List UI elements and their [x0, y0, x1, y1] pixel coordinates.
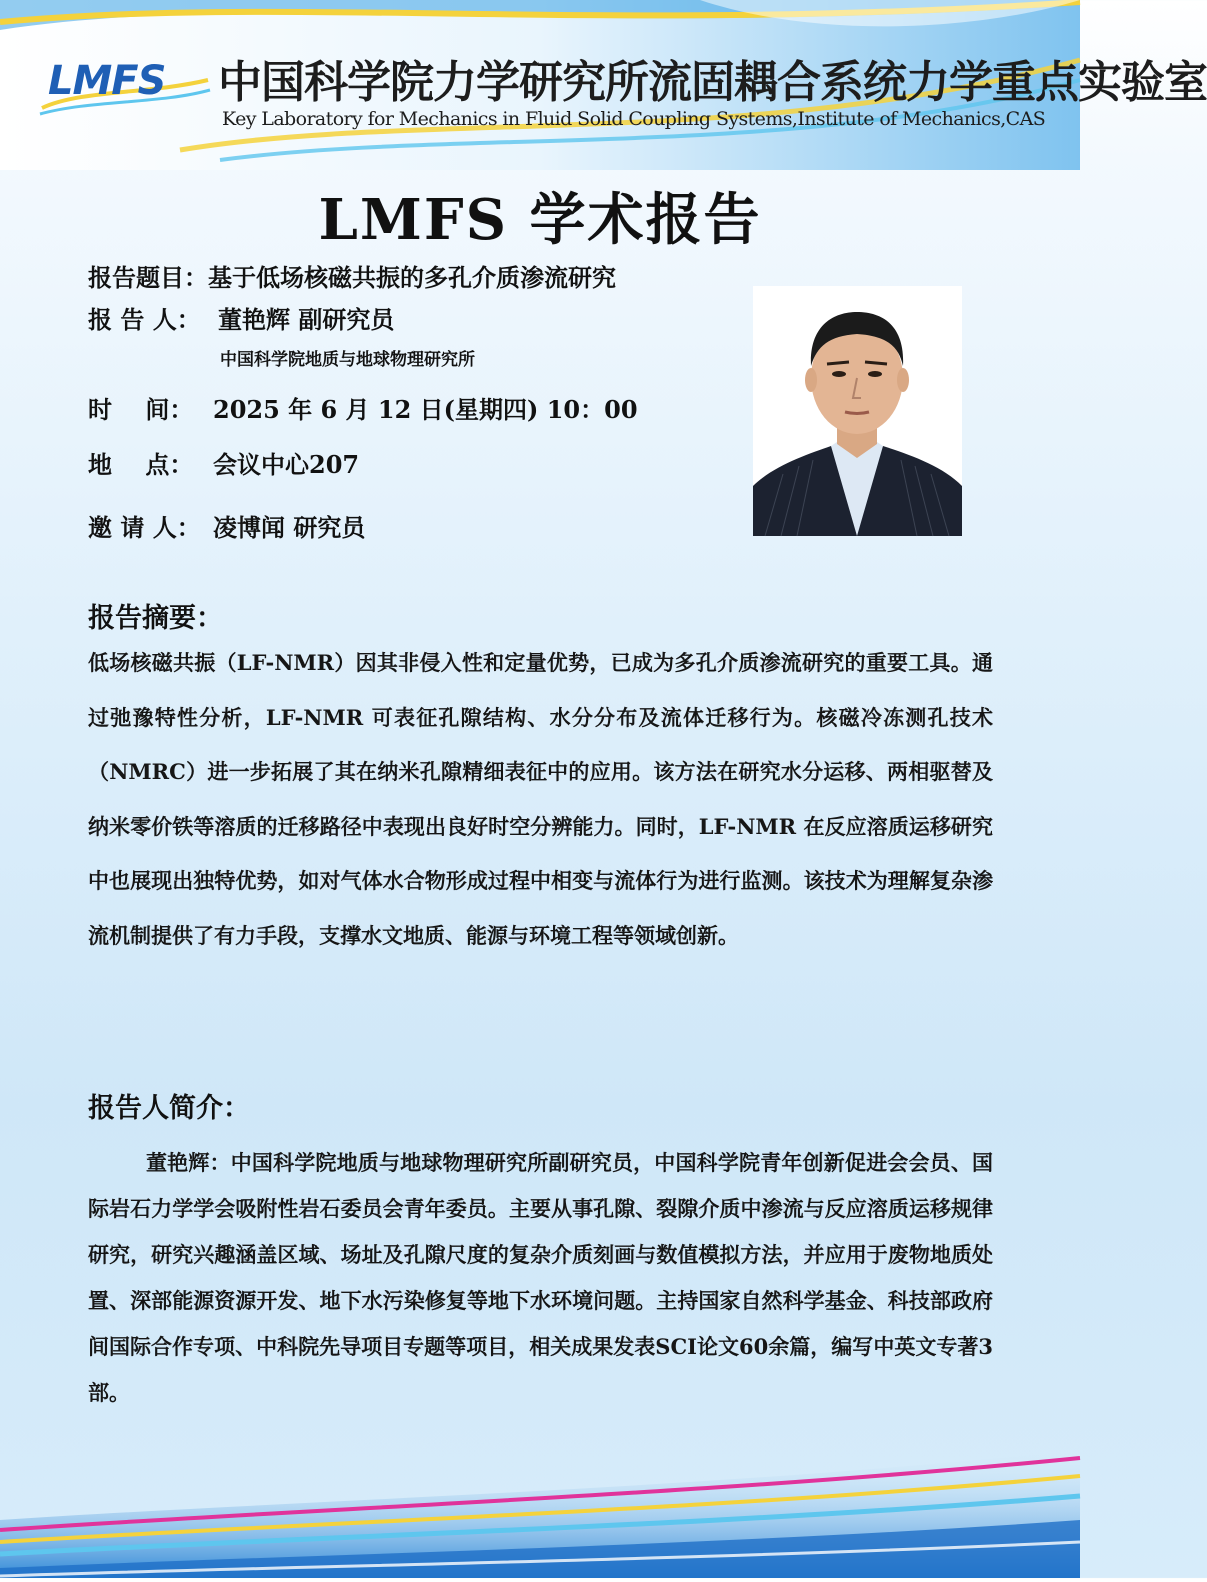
bio-text: 董艳辉：中国科学院地质与地球物理研究所副研究员，中国科学院青年创新促进会会员、国际岩石力学学会吸附性岩石委员会青年委员。主要从事孔隙、裂隙介质中渗流与反应溶质运移规律研究，研究兴趣涵盖区域、场址及孔隙尺度的复杂介质刻画与数值模拟方法，并应用于废物地质处置、深部能源资源开发、地下水污染修复等地下水环境问题。主持国家自然科学基金、科技部政府间国际合作专项、中科院先导项目专题等项目，相关成果发表SCI论文60余篇，编写中英文专著3部。 — [88, 1150, 993, 1405]
lab-name-english: Key Laboratory for Mechanics in Fluid Solid Coupling Systems,Institute of Mechanics,CAS — [222, 108, 1046, 130]
time-row — [88, 390, 638, 425]
place-value: 会议中心207 — [213, 450, 360, 479]
place-row — [88, 445, 359, 480]
time-label: 时 间： — [88, 395, 194, 424]
inviter-row — [88, 508, 365, 543]
topic-row — [88, 258, 616, 293]
speaker-photo — [753, 286, 962, 536]
abstract-text: 低场核磁共振（LF-NMR）因其非侵入性和定量优势，已成为多孔介质渗流研究的重要工具。通过弛豫特性分析，LF-NMR 可表征孔隙结构、水分分布及流体迁移行为。核磁冷冻测孔技术（NMRC）进一步拓展了其在纳米孔隙精细表征中的应用。该方法在研究水分运移、两相驱替及纳米零价铁等溶质的迁移路径中表现出良好时空分辨能力。同时，LF-NMR 在反应溶质运移研究中也展现出独特优势，如对气体水合物形成过程中相变与流体行为进行监测。该技术为理解复杂渗流机制提供了有力手段，支撑水文地质、能源与环境工程等领域创新。 — [88, 650, 993, 948]
place-label: 地 点： — [88, 450, 194, 479]
abstract-heading: 报告摘要： — [88, 603, 223, 634]
lmfs-logo — [40, 50, 210, 120]
topic-value: 基于低场核磁共振的多孔介质渗流研究 — [208, 263, 616, 292]
bio-heading: 报告人简介： — [88, 1093, 250, 1124]
footer-decoration — [0, 1430, 1080, 1578]
speaker-portrait-image — [753, 286, 962, 536]
speaker-affiliation: 中国科学院地质与地球物理研究所 — [220, 350, 475, 370]
time-value: 2025 年 6 月 12 日(星期四) 10：00 — [213, 395, 638, 424]
speaker-label: 报 告 人： — [88, 305, 201, 334]
speaker-row — [88, 300, 394, 335]
logo-text: LMFS — [48, 58, 166, 104]
header-banner — [0, 0, 1207, 170]
page-title: LMFS 学术报告 — [318, 187, 762, 253]
speaker-value: 董艳辉 副研究员 — [218, 305, 395, 334]
lab-name-chinese: 中国科学院力学研究所流固耦合系统力学重点实验室 — [218, 57, 1207, 108]
inviter-label: 邀 请 人： — [88, 513, 201, 542]
inviter-value: 凌博闻 研究员 — [213, 513, 366, 542]
topic-label: 报告题目： — [88, 263, 208, 292]
footer-wave-graphic — [0, 1430, 1080, 1578]
